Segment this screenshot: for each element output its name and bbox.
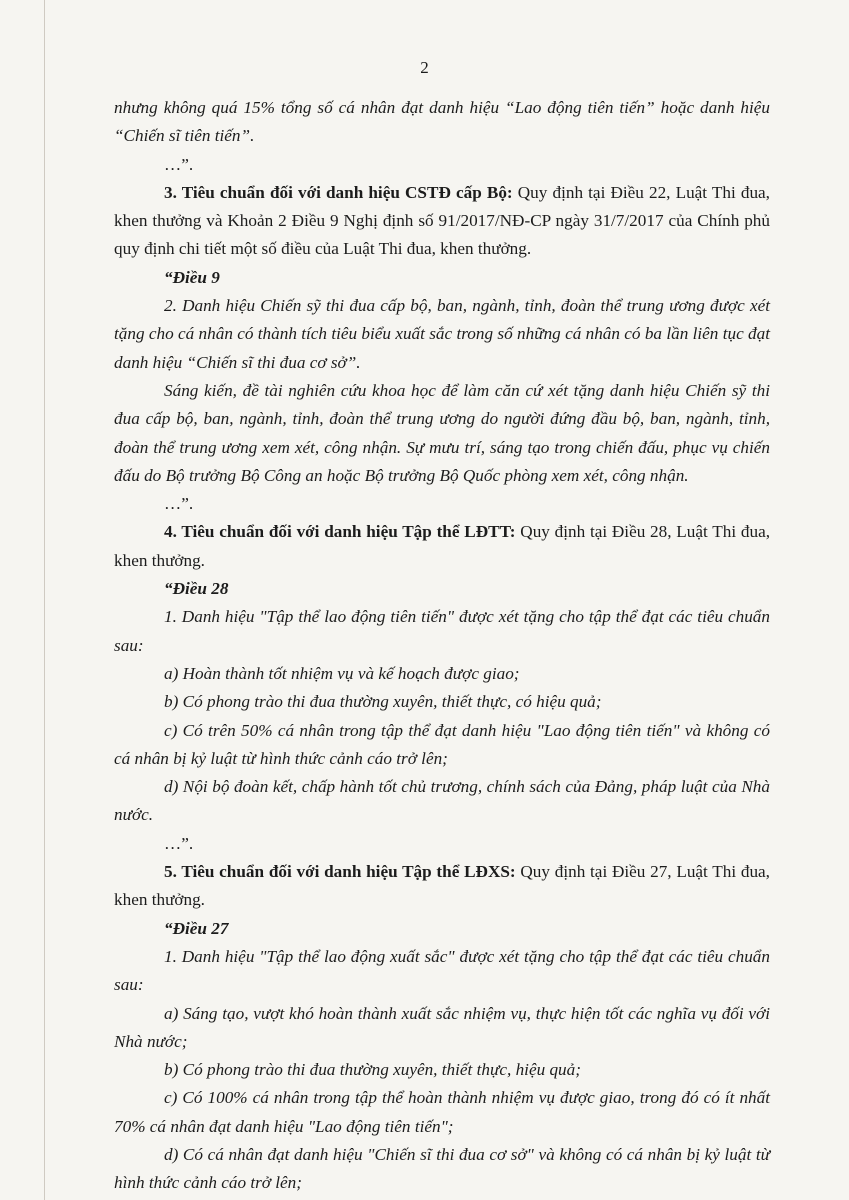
quoted-paragraph: nhưng không quá 15% tổng số cá nhân đạt danh hiệu “Lao động tiên tiến” hoặc danh hiệu “Chiến sĩ tiên tiến”. <box>114 98 770 146</box>
section-heading-title: 5. Tiêu chuẩn đối với danh hiệu Tập thể LĐXS: <box>164 862 516 882</box>
quoted-paragraph: b) Có phong trào thi đua thường xuyên, thiết thực, có hiệu quả; <box>164 692 602 712</box>
binding-edge-line <box>44 0 45 1200</box>
quoted-paragraph: Sáng kiến, đề tài nghiên cứu khoa học để làm căn cứ xét tặng danh hiệu Chiến sỹ thi đua cấp bộ, ban, ngành, tỉnh, đoàn thể trung ương do người đứng đầu bộ, ban, ngành, tỉnh, đoàn thể trung ương xem xét, công nhận. Sự mưu trí, sáng tạo trong chiến đấu, phục vụ chiến đấu do Bộ trưởng Bộ Công an hoặc Bộ trưởng Bộ Quốc phòng xem xét, công nhận. <box>114 380 770 485</box>
section-heading <box>114 179 770 264</box>
article-label: “Điều 9 <box>164 267 220 287</box>
section-heading <box>114 518 770 575</box>
quoted-paragraph: d) Nội bộ đoàn kết, chấp hành tốt chủ trương, chính sách của Đảng, pháp luật của Nhà nước. <box>114 777 770 825</box>
quoted-paragraph: b) Có phong trào thi đua thường xuyên, thiết thực, hiệu quả; <box>164 1060 581 1080</box>
quoted-paragraph: 1. Danh hiệu "Tập thể lao động xuất sắc" được xét tặng cho tập thể đạt các tiêu chuẩn sau: <box>114 946 770 995</box>
quoted-paragraph: c) Có 100% cá nhân trong tập thể hoàn thành nhiệm vụ được giao, trong đó có ít nhất 70% cá nhân đạt danh hiệu "Lao động tiên tiến"; <box>114 1088 770 1136</box>
document-body <box>114 94 770 1198</box>
page-number: 2 <box>420 58 429 77</box>
quote-close: …”. <box>164 833 194 853</box>
quoted-paragraph: 1. Danh hiệu "Tập thể lao động tiên tiến" được xét tặng cho tập thể đạt các tiêu chuẩn sau: <box>114 607 770 655</box>
section-heading-text: Quy định tại Điều 27, Luật Thi đua, khen thưởng. <box>114 862 770 910</box>
quoted-paragraph: a) Sáng tạo, vượt khó hoàn thành xuất sắc nhiệm vụ, thực hiện tốt các nghĩa vụ đối với Nhà nước; <box>114 1003 770 1051</box>
section-heading <box>114 858 770 915</box>
quote-close: …”. <box>164 494 194 514</box>
quoted-paragraph: a) Hoàn thành tốt nhiệm vụ và kế hoạch được giao; <box>164 663 520 683</box>
quote-close: …”. <box>164 154 194 174</box>
section-heading-text: Quy định tại Điều 28, Luật Thi đua, khen thưởng. <box>114 522 770 570</box>
quoted-paragraph: c) Có trên 50% cá nhân trong tập thể đạt danh hiệu "Lao động tiên tiến" và không có cá nhân bị kỷ luật từ hình thức cảnh cáo trở lên; <box>114 720 770 768</box>
article-label: “Điều 27 <box>164 918 229 938</box>
section-heading-title: 3. Tiêu chuẩn đối với danh hiệu CSTĐ cấp Bộ: <box>164 182 513 202</box>
quoted-paragraph: d) Có cá nhân đạt danh hiệu "Chiến sĩ thi đua cơ sở" và không có cá nhân bị kỷ luật từ hình thức cảnh cáo trở lên; <box>114 1144 770 1193</box>
quoted-paragraph: 2. Danh hiệu Chiến sỹ thi đua cấp bộ, ban, ngành, tỉnh, đoàn thể trung ương được xét tặng cho cá nhân có thành tích tiêu biểu xuất sắc trong số những cá nhân có ba lần liên tục đạt danh hiệu “Chiến sĩ thi đua cơ sở”. <box>114 296 770 372</box>
section-heading-text: Quy định tại Điều 22, Luật Thi đua, khen thưởng và Khoản 2 Điều 9 Nghị định số 91/2017/NĐ-CP ngày 31/7/2017 của Chính phủ quy định chi tiết một số điều của Luật Thi đua, khen thưởng. <box>114 182 770 259</box>
article-label: “Điều 28 <box>164 579 229 599</box>
section-heading-title: 4. Tiêu chuẩn đối với danh hiệu Tập thể LĐTT: <box>164 522 516 542</box>
